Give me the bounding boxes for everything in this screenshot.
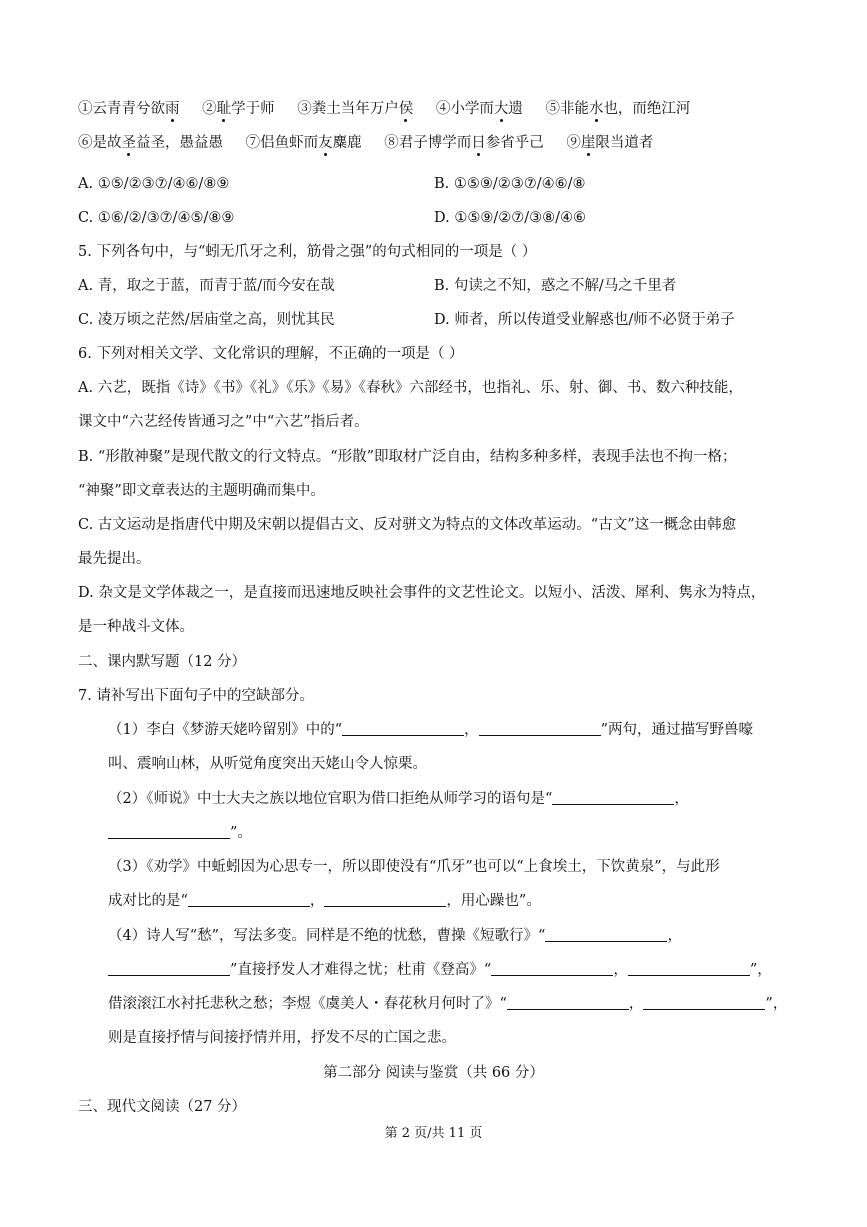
- answer-blank[interactable]: [552, 789, 674, 805]
- answer-blank[interactable]: [108, 960, 230, 976]
- q7-part4-line4: 则是直接抒情与间接抒情并用，抒发不尽的亡国之悲。: [108, 1030, 456, 1046]
- q6-choice-b-line2: “神聚”即文章表达的主题明确而集中。: [78, 483, 325, 499]
- answer-blank[interactable]: [342, 720, 464, 736]
- options-row-2: [78, 133, 653, 153]
- section2-heading: 二、课内默写题（12 分）: [78, 654, 247, 670]
- q6-choice-a-line1: A. 六艺，既指《诗》《书》《礼》《乐》《易》《春秋》六部经书，也指礼、乐、射、御、书、数六种技能，: [78, 380, 743, 396]
- q6-choice-d-line2: 是一种战斗文体。: [78, 619, 194, 635]
- q6-choice-b-line1: B. “形散神聚”是现代散文的行文特点。“形散”即取材广泛自由，结构多种多样，表现手法也不拘一格；: [78, 449, 737, 465]
- q4-choice-d: D. ①⑤⑨/②⑦/③⑧/④⑥: [434, 210, 586, 226]
- q5-choice-d: D. 师者，所以传道受业解惑也/师不必贤于弟子: [434, 312, 735, 328]
- answer-blank[interactable]: [545, 926, 667, 942]
- option-2: ②耻学于师: [202, 101, 275, 117]
- q4-choice-b: B. ①⑤⑨/②③⑦/④⑥/⑧: [434, 176, 586, 192]
- answer-blank[interactable]: [491, 960, 613, 976]
- option-8: ⑧君子博学而日参省乎己: [384, 135, 544, 151]
- answer-blank[interactable]: [628, 960, 750, 976]
- part2-heading: 第二部分 阅读与鉴赏（共 66 分）: [323, 1065, 544, 1081]
- q7-part3-line1: （3）《劝学》中蚯蚓因为心思专一，所以即使没有“爪牙”也可以“上食埃土，下饮黄泉”，与此形: [108, 859, 720, 875]
- q5-choice-c: C. 凌万顷之茫然/居庙堂之高，则忧其民: [78, 312, 335, 328]
- q7-part3-line2: 成对比的是“ ， ，用心躁也”。: [108, 893, 541, 909]
- q6-choice-c-line1: C. 古文运动是指唐代中期及宋朝以提倡古文、反对骈文为特点的文体改革运动。“古文”这一概念由韩愈: [78, 517, 737, 533]
- answer-blank[interactable]: [324, 891, 446, 907]
- q7-part2-line1: （2）《师说》中士大夫之族以地位官职为借口拒绝从师学习的语句是“ ，: [108, 791, 689, 807]
- q5-choice-a: A. 青，取之于蓝，而青于蓝/而今安在哉: [78, 278, 335, 294]
- answer-blank[interactable]: [479, 720, 601, 736]
- q7-part2-line2: ”。: [108, 823, 252, 843]
- option-1: ①云青青兮欲雨: [78, 101, 180, 117]
- q6-stem: 6. 下列对相关文学、文化常识的理解，不正确的一项是（ ）: [78, 346, 464, 362]
- q5-choice-b: B. 句读之不知，惑之不解/马之千里者: [434, 278, 677, 294]
- option-3: ③粪土当年万户侯: [297, 101, 414, 117]
- options-row-1: [78, 99, 690, 119]
- q7-part1-line1: （1）李白《梦游天姥吟留别》中的“ ， ”两句，通过描写野兽嚎: [108, 722, 754, 738]
- answer-blank[interactable]: [108, 823, 230, 839]
- page-footer: 第 2 页/共 11 页: [384, 1126, 483, 1141]
- option-9: ⑨崖限当道者: [566, 135, 654, 151]
- q7-stem: 7. 请补写出下面句子中的空缺部分。: [78, 688, 314, 704]
- q6-choice-c-line2: 最先提出。: [78, 551, 151, 567]
- q6-choice-a-line2: 课文中“六艺经传皆通习之”中“六艺”指后者。: [78, 414, 369, 430]
- q7-part4-line2: ”直接抒发人才难得之忧；杜甫《登高》“ ， ”，: [108, 960, 772, 980]
- q4-choice-a: A. ①⑤/②③⑦/④⑥/⑧⑨: [78, 176, 230, 192]
- q7-part4-line1: （4）诗人写“愁”，写法多变。同样是不绝的忧愁，曹操《短歌行》“ ，: [108, 928, 682, 944]
- q4-choice-c: C. ①⑥/②/③⑦/④⑤/⑧⑨: [78, 210, 235, 226]
- option-4: ④小学而大遗: [435, 101, 523, 117]
- option-6: ⑥是故圣益圣，愚益愚: [78, 135, 223, 151]
- q7-part1-line2: 叫、震响山林，从听觉角度突出天姥山令人惊栗。: [108, 756, 427, 772]
- q6-choice-d-line1: D. 杂文是文学体裁之一，是直接而迅速地反映社会事件的文艺性论文。以短小、活泼、犀利、隽永为特点，: [78, 585, 766, 601]
- option-7: ⑦侣鱼虾而友麋鹿: [245, 135, 362, 151]
- q5-stem: 5. 下列各句中，与“蚓无爪牙之利，筋骨之强”的句式相同的一项是（ ）: [78, 244, 537, 260]
- answer-blank[interactable]: [188, 891, 310, 907]
- answer-blank[interactable]: [643, 994, 765, 1010]
- q7-part4-line3: 借滚滚江水衬托悲秋之愁；李煜《虞美人・春花秋月何时了》“ ， ”，: [108, 996, 788, 1012]
- answer-blank[interactable]: [507, 994, 629, 1010]
- section3-heading: 三、现代文阅读（27 分）: [78, 1099, 247, 1115]
- option-5: ⑤非能水也，而绝江河: [545, 101, 691, 117]
